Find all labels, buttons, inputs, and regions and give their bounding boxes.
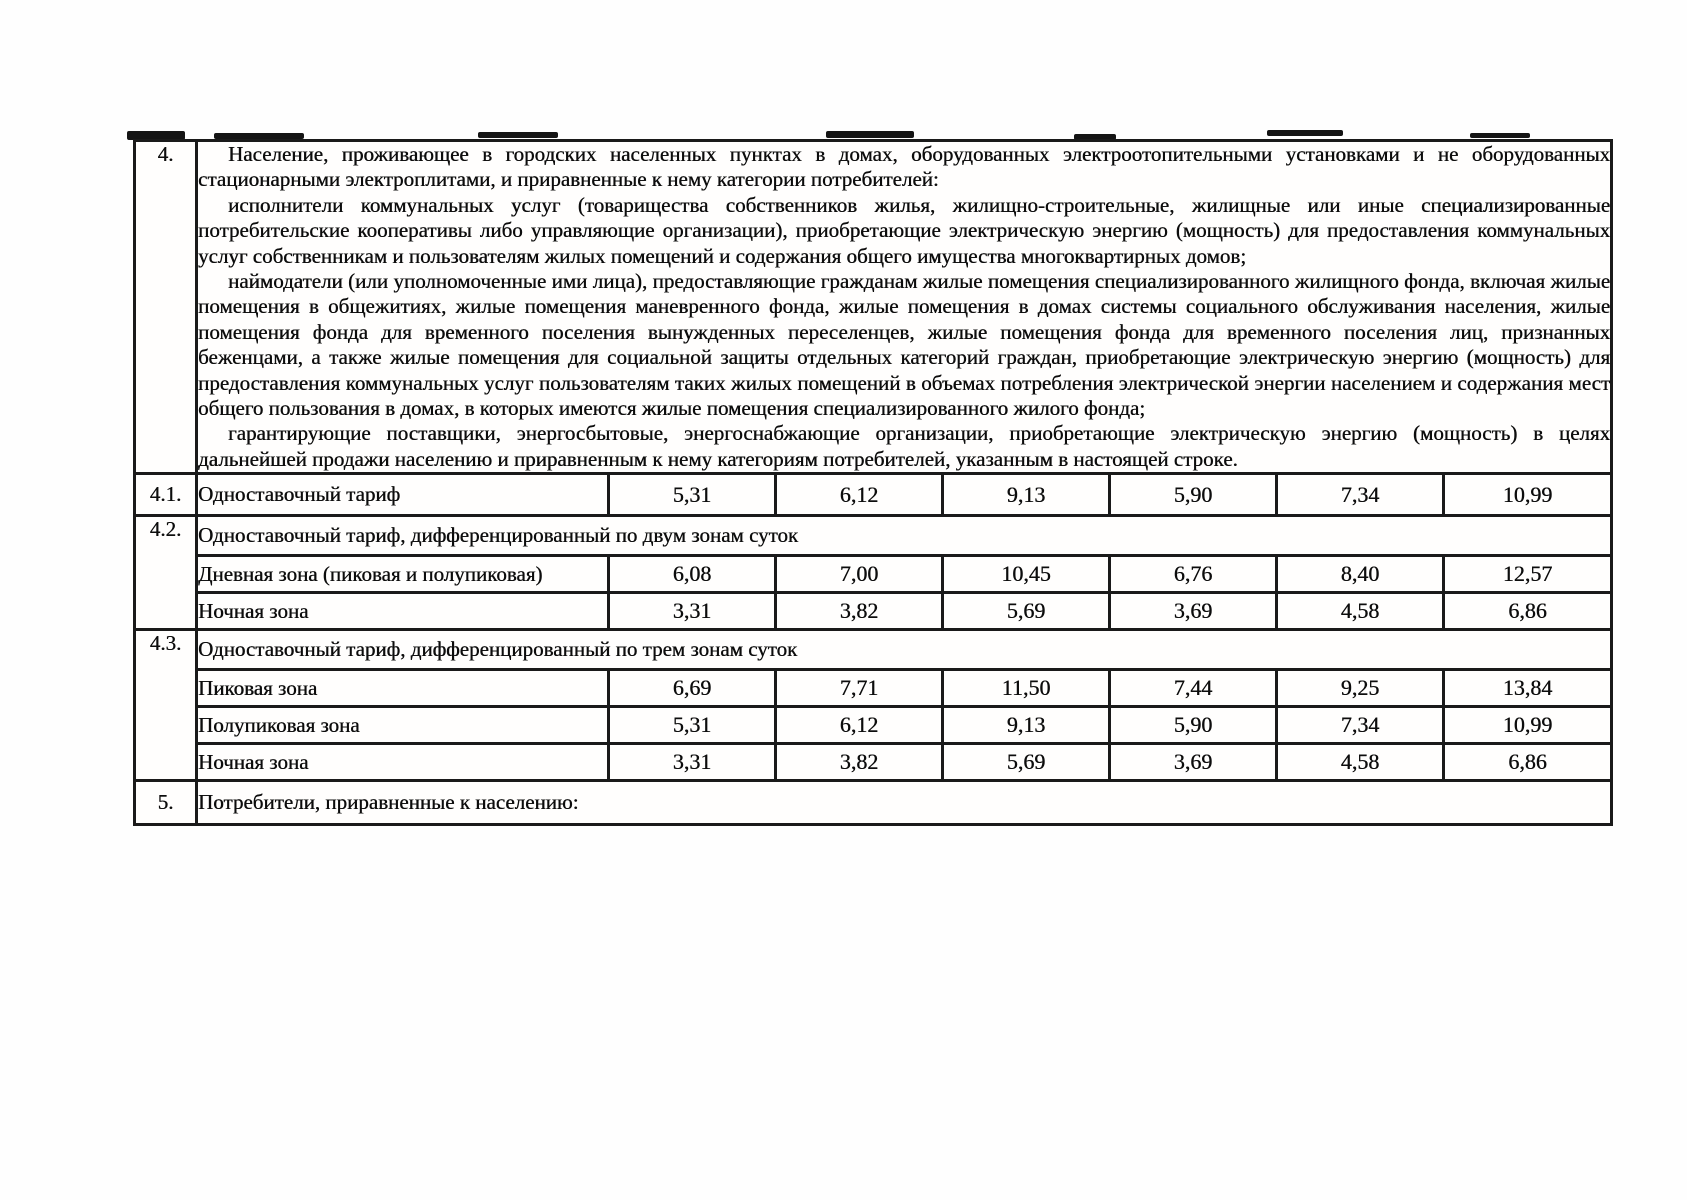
category-label: Потребители, приравненные к населению: [197, 781, 1612, 825]
tariff-value: 7,34 [1277, 707, 1444, 744]
scan-artifact [1470, 133, 1530, 138]
zone-label: Ночная зона [197, 593, 609, 630]
tariff-label: Одноставочный тариф [197, 474, 609, 516]
tariff-value: 5,69 [943, 593, 1110, 630]
tariff-table [133, 139, 1613, 826]
category-description-cell [197, 141, 1612, 474]
zone-label: Ночная зона [197, 744, 609, 781]
tariff-value: 4,58 [1277, 593, 1444, 630]
tariff-value: 3,82 [776, 744, 943, 781]
tariff-value: 6,08 [609, 556, 776, 593]
tariff-value: 3,31 [609, 744, 776, 781]
tariff-value: 5,31 [609, 474, 776, 516]
tariff-value: 7,71 [776, 670, 943, 707]
table-row-4-1 [135, 474, 1612, 516]
tariff-value: 6,86 [1444, 593, 1612, 630]
category-paragraph: исполнители коммунальных услуг (товарищества собственников жилья, жилищно-строительные, жилищные или иные специализированные потребительские кооперативы либо управляющие организации), приобретающие электрическую энергию (мощность) для предоставления коммунальных услуг собственникам и пользователям жилых помещений и содержания общего имущества многоквартирных домов; [198, 192, 1611, 268]
table-row-night-zone [135, 744, 1612, 781]
tariff-value: 6,76 [1110, 556, 1277, 593]
tariff-value: 13,84 [1444, 670, 1612, 707]
row-number: 4.1. [135, 474, 197, 516]
tariff-value: 6,86 [1444, 744, 1612, 781]
table-row-day-zone [135, 556, 1612, 593]
tariff-value: 3,82 [776, 593, 943, 630]
tariff-value: 10,45 [943, 556, 1110, 593]
tariff-value: 7,44 [1110, 670, 1277, 707]
tariff-value: 10,99 [1444, 707, 1612, 744]
table-row-peak-zone [135, 670, 1612, 707]
row-number: 4. [135, 141, 197, 474]
tariff-value: 9,13 [943, 474, 1110, 516]
tariff-value: 8,40 [1277, 556, 1444, 593]
tariff-value: 5,90 [1110, 474, 1277, 516]
tariff-value: 6,12 [776, 707, 943, 744]
zone-label: Полупиковая зона [197, 707, 609, 744]
tariff-value: 6,69 [609, 670, 776, 707]
table-row-semi-peak-zone [135, 707, 1612, 744]
tariff-value: 6,12 [776, 474, 943, 516]
zone-label: Дневная зона (пиковая и полупиковая) [197, 556, 609, 593]
scan-artifact [826, 131, 914, 138]
table-row-4-3-header [135, 630, 1612, 670]
table-row-4-2-header [135, 516, 1612, 556]
tariff-value: 3,31 [609, 593, 776, 630]
category-paragraph: наймодатели (или уполномоченные ими лица), предоставляющие гражданам жилые помещения специализированного жилищного фонда, включая жилые помещения в общежитиях, жилые помещения маневренного фонда, жилые помещения в домах системы социального обслуживания населения, жилые помещения фонда для временного поселения вынужденных переселенцев, жилые помещения фонда для временного поселения лиц, признанных беженцами, а также жилые помещения для социальной защиты отдельных категорий граждан, приобретающие электрическую энергию (мощность) для предоставления коммунальных услуг пользователям таких жилых помещений в объемах потребления электрической энергии населением и содержания мест общего пользования в домах, в которых имеются жилые помещения специализированного жилого фонда; [198, 269, 1611, 421]
table-row-category-5 [135, 781, 1612, 825]
table-row-night-zone [135, 593, 1612, 630]
scan-artifact [478, 132, 558, 138]
tariff-value: 10,99 [1444, 474, 1612, 516]
tariff-value: 7,00 [776, 556, 943, 593]
tariff-value: 12,57 [1444, 556, 1612, 593]
scan-artifact [1267, 130, 1343, 136]
row-number: 4.3. [135, 630, 197, 781]
category-paragraph: гарантирующие поставщики, энергосбытовые, энергоснабжающие организации, приобретающие электрическую энергию (мощность) в целях дальнейшей продажи населению и приравненным к нему категориям потребителей, указанным в настоящей строке. [198, 421, 1611, 471]
tariff-value: 5,90 [1110, 707, 1277, 744]
tariff-value: 3,69 [1110, 593, 1277, 630]
category-paragraph: Население, проживающее в городских населенных пунктах в домах, оборудованных электроотопительными установками и не оборудованных стационарными электроплитами, и приравненные к нему категории потребителей: [198, 142, 1611, 192]
tariff-value: 9,13 [943, 707, 1110, 744]
tariff-value: 9,25 [1277, 670, 1444, 707]
tariff-value: 11,50 [943, 670, 1110, 707]
tariff-section-header: Одноставочный тариф, дифференцированный по двум зонам суток [197, 516, 1612, 556]
row-number: 5. [135, 781, 197, 825]
zone-label: Пиковая зона [197, 670, 609, 707]
tariff-value: 5,31 [609, 707, 776, 744]
tariff-section-header: Одноставочный тариф, дифференцированный по трем зонам суток [197, 630, 1612, 670]
row-number: 4.2. [135, 516, 197, 630]
table-row-category-4 [135, 141, 1612, 474]
tariff-value: 7,34 [1277, 474, 1444, 516]
tariff-value: 4,58 [1277, 744, 1444, 781]
tariff-value: 3,69 [1110, 744, 1277, 781]
tariff-value: 5,69 [943, 744, 1110, 781]
